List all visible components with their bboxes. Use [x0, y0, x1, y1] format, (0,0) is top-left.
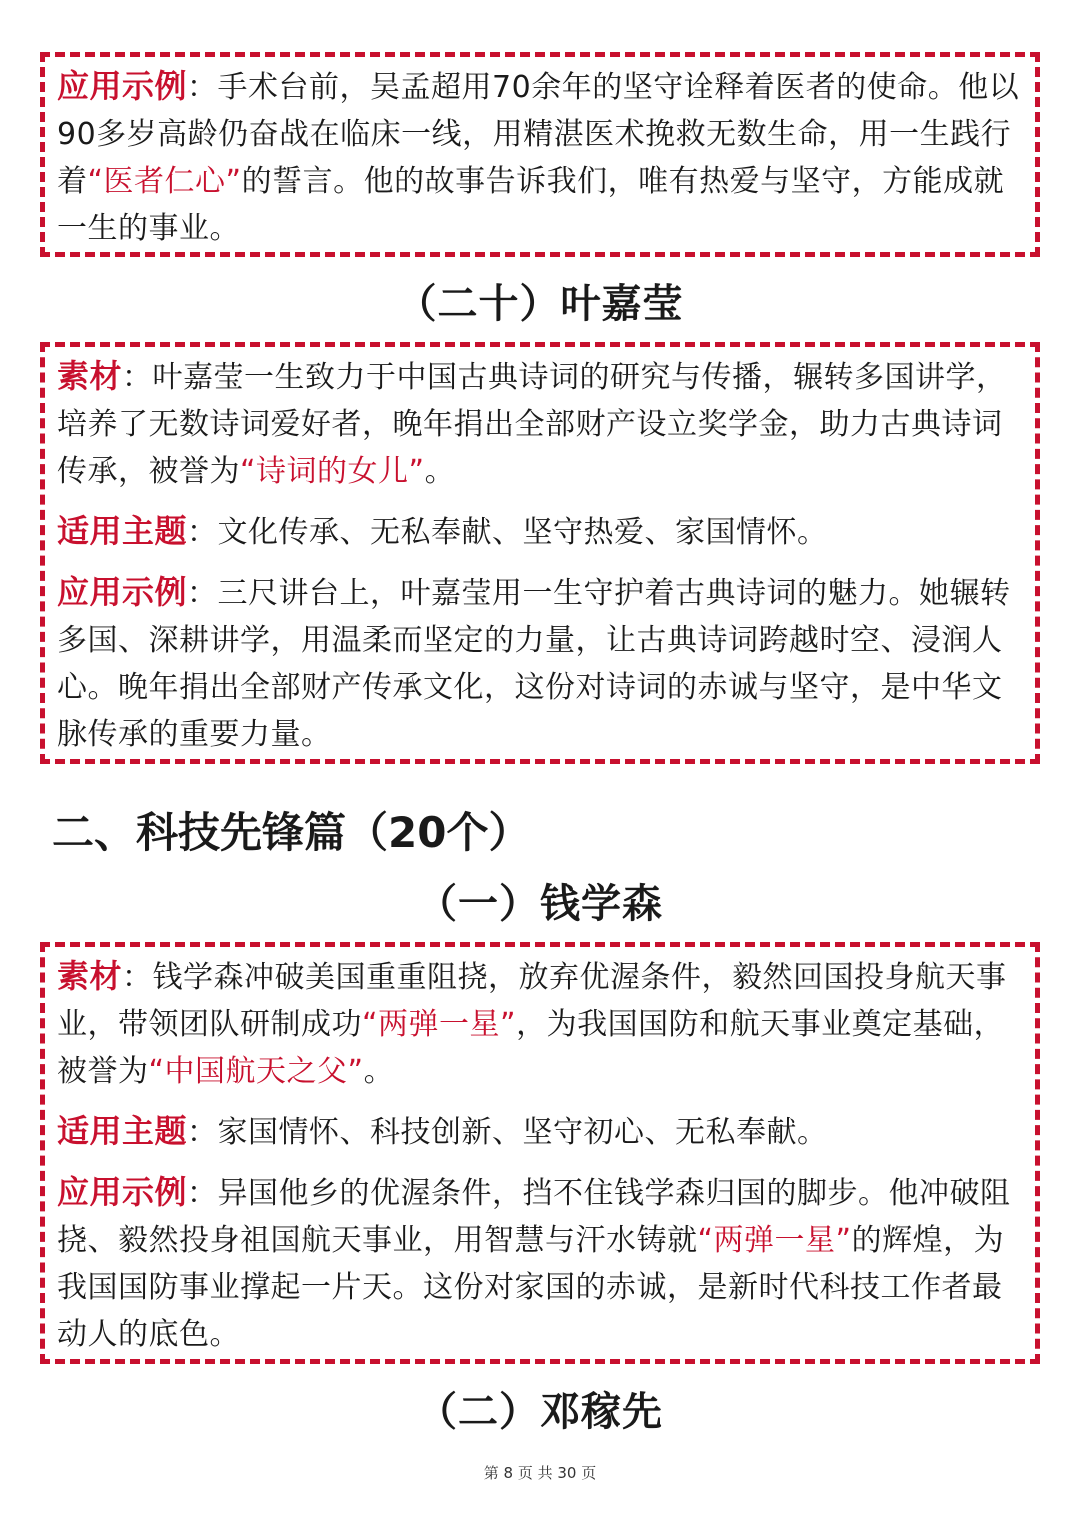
colon: ：	[122, 960, 153, 995]
example-text: 异国他乡的优渥条件，挡不住钱学森归国的脚步。他冲破阻挠、毅然投身祖国航天事业，用智慧与汗水铸就	[57, 1176, 1011, 1258]
material-text: 钱学森冲破美国重重阻挠，放弃优渥条件，毅然回国投身航天事业，带领团队研制成功	[57, 960, 1007, 1042]
example-text: 手术台前，吴孟超用70余年的坚守诠释着医者的使命。他以90多岁高龄仍奋战在临床一线，用精湛医术挽救无数生命，用一生践行着	[57, 70, 1020, 199]
section-title-qian-xuesen: （一）钱学森	[417, 881, 663, 927]
section-title-deng-jiaxian: （二）邓稼先	[417, 1389, 663, 1435]
theme-label: 适用主题	[57, 512, 188, 550]
material-end: 。	[424, 454, 456, 489]
example-text-end: 的誓言。他的故事告诉我们，唯有热爱与坚守，方能成就一生的事业。	[57, 164, 1005, 246]
example-paragraph	[57, 63, 1023, 252]
colon: ：	[187, 1115, 218, 1150]
example-card-wu-mengchao	[40, 52, 1040, 257]
theme-paragraph	[57, 508, 1023, 556]
example-text-end: 的辉煌，为我国国防事业撑起一片天。这份对家国的赤诚，是新时代科技工作者最动人的底色。	[57, 1223, 1005, 1352]
example-label: 应用示例	[57, 1173, 188, 1211]
colon: ：	[122, 360, 153, 395]
chapter-title-tech-pioneers: 二、科技先锋篇（20个）	[52, 808, 531, 857]
theme-paragraph	[57, 1108, 1023, 1156]
material-card-ye-jiaying	[40, 342, 1040, 764]
theme-label: 适用主题	[57, 1112, 188, 1150]
material-end: 。	[363, 1054, 395, 1089]
page-footer: 第 8 页 共 30 页	[483, 1464, 597, 1482]
example-text: 三尺讲台上，叶嘉莹用一生守护着古典诗词的魅力。她辗转多国、深耕讲学，用温柔而坚定的力量，让古典诗词跨越时空、浸润人心。晚年捐出全部财产传承文化，这份对诗词的赤诚与坚守，是中华文脉传承的重要力量。	[57, 576, 1011, 752]
material-paragraph	[57, 353, 1023, 495]
material-quote-two-bombs: “两弹一星”	[362, 1007, 517, 1042]
section-title-ye-jiaying: （二十）叶嘉莹	[396, 281, 684, 327]
material-card-qian-xuesen	[40, 942, 1040, 1364]
material-paragraph	[57, 953, 1023, 1095]
example-label: 应用示例	[57, 67, 188, 105]
theme-text: 文化传承、无私奉献、坚守热爱、家国情怀。	[217, 515, 828, 550]
material-text: 叶嘉莹一生致力于中国古典诗词的研究与传播，辗转多国讲学，培养了无数诗词爱好者，晚年捐出全部财产设立奖学金，助力古典诗词传承，被誉为	[57, 360, 1007, 489]
colon: ：	[187, 515, 218, 550]
example-label: 应用示例	[57, 573, 188, 611]
example-quote: “医者仁心”	[87, 164, 242, 199]
example-paragraph	[57, 1169, 1023, 1358]
example-paragraph	[57, 569, 1023, 758]
material-label: 素材	[57, 957, 123, 995]
colon: ：	[187, 70, 218, 105]
material-text-mid: ，为我国国防和航天事业奠定基础，被誉为	[57, 1007, 1005, 1089]
material-quote-father: “中国航天之父”	[148, 1054, 364, 1089]
theme-text: 家国情怀、科技创新、坚守初心、无私奉献。	[217, 1115, 828, 1150]
colon: ：	[187, 576, 218, 611]
material-quote: “诗词的女儿”	[240, 454, 425, 489]
colon: ：	[187, 1176, 218, 1211]
material-label: 素材	[57, 357, 123, 395]
example-quote: “两弹一星”	[697, 1223, 852, 1258]
